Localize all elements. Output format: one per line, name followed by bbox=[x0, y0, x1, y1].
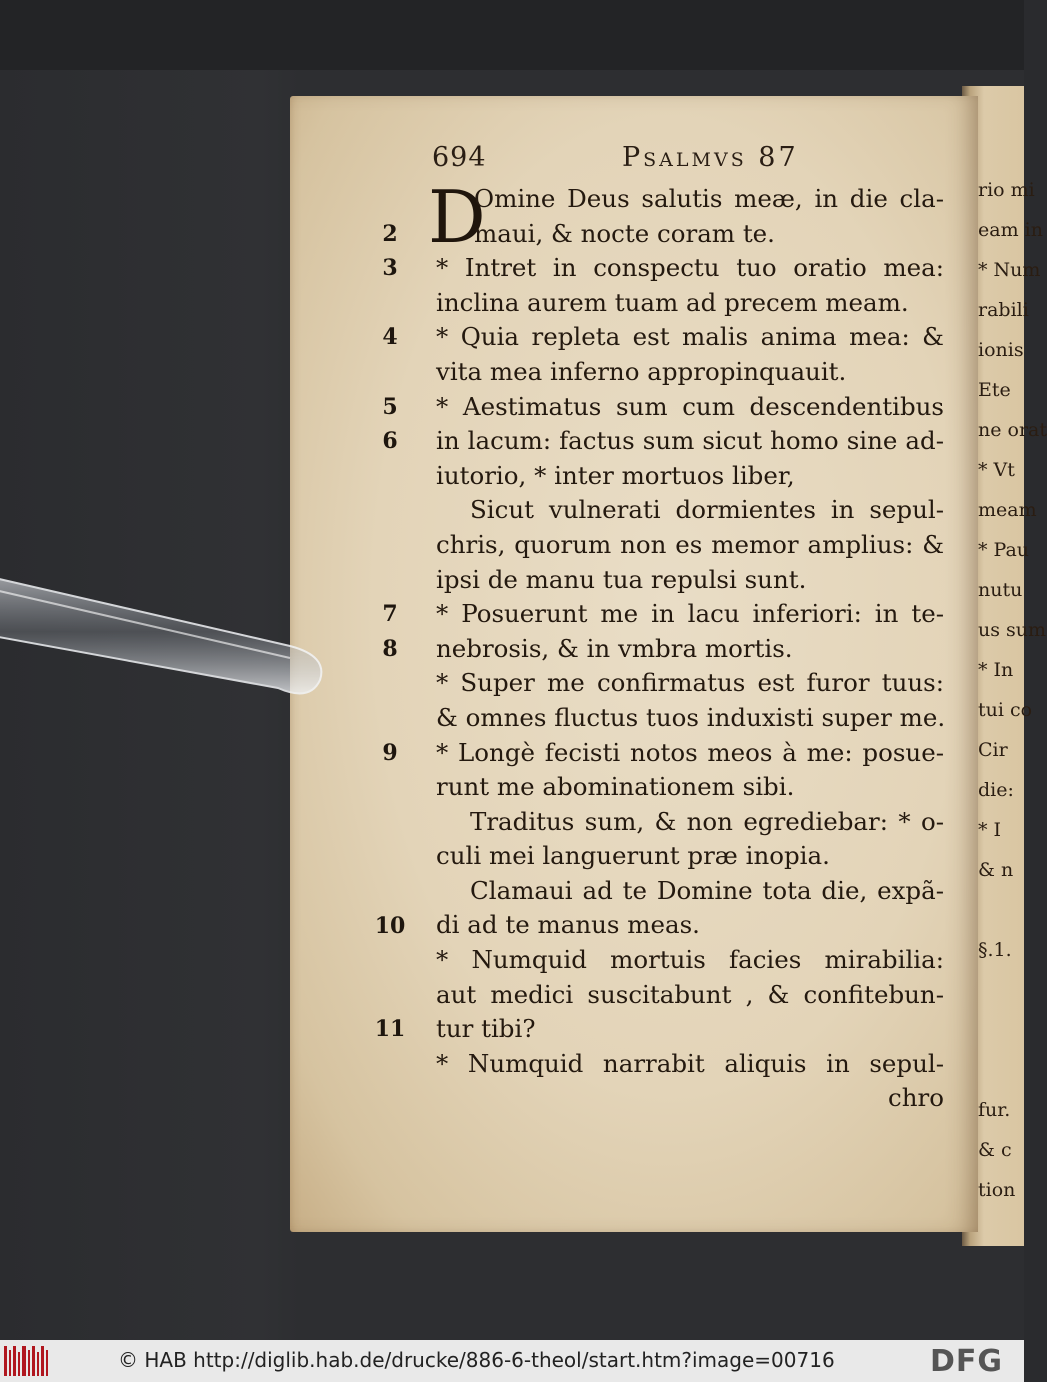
verse-number: 2 bbox=[382, 220, 398, 247]
verse-number: 8 bbox=[382, 635, 398, 662]
text-line: Clamaui ad te Domine tota die, expã- bbox=[470, 875, 944, 905]
verse-number: 3 bbox=[382, 255, 398, 282]
verse-number: 7 bbox=[382, 601, 398, 628]
hab-logo-icon bbox=[4, 1344, 48, 1378]
facing-page-line: * Pau bbox=[978, 539, 1030, 561]
text-line: Omine Deus salutis meæ, in die cla- bbox=[474, 184, 944, 213]
text-line: aut medici suscitabunt , & confitebun- bbox=[436, 979, 944, 1009]
facing-page-line bbox=[978, 890, 1024, 930]
text-line: chro bbox=[888, 1083, 944, 1113]
facing-page-line: * Vt bbox=[978, 459, 1015, 481]
text-line: maui, & nocte coram te. bbox=[474, 218, 775, 248]
verse-number: 9 bbox=[382, 739, 398, 766]
facing-page-line: ne orat bbox=[978, 419, 1047, 441]
facing-page-line bbox=[978, 1010, 1024, 1050]
glass-page-holder bbox=[0, 560, 340, 680]
text-line: ipsi de manu tua repulsi sunt. bbox=[436, 564, 807, 594]
text-line: * Posuerunt me in lacu inferiori: in te- bbox=[436, 599, 944, 629]
text-line: Sicut vulnerati dormientes in sepul- bbox=[470, 495, 944, 525]
viewer-footer bbox=[0, 1340, 1024, 1382]
text-line: in lacum: factus sum sicut homo sine ad- bbox=[436, 426, 944, 456]
facing-page-line: & n bbox=[978, 859, 1014, 881]
facing-page-line: Cir bbox=[978, 739, 1008, 761]
text-line: vita mea inferno appropinquauit. bbox=[436, 356, 847, 386]
facing-page-line: rio mi bbox=[978, 179, 1035, 201]
text-line: * Super me confirmatus est furor tuus: bbox=[436, 668, 944, 698]
dfg-logo: DFG bbox=[930, 1344, 1004, 1379]
verse-number: 4 bbox=[382, 324, 398, 351]
text-line: di ad te manus meas. bbox=[436, 910, 700, 940]
facing-page-line: tion bbox=[978, 1179, 1016, 1201]
facing-page-line: ionis bbox=[978, 339, 1024, 361]
facing-page-text bbox=[978, 170, 1047, 1201]
facing-page-line: & c bbox=[978, 1139, 1012, 1161]
verse-number: 11 bbox=[374, 1016, 406, 1043]
psalm-text bbox=[436, 182, 944, 1116]
facing-page-line: nutu bbox=[978, 579, 1023, 601]
text-line: nebrosis, & in vmbra mortis. bbox=[436, 633, 793, 663]
facing-page-line: meam bbox=[978, 499, 1037, 521]
facing-page-line bbox=[978, 1050, 1024, 1090]
facing-page-line: rabili bbox=[978, 299, 1029, 321]
text-line: & omnes fluctus tuos induxisti super me. bbox=[436, 702, 946, 732]
text-line: runt me abominationem sibi. bbox=[436, 772, 795, 802]
text-line: iutorio, * inter mortuos liber, bbox=[436, 460, 795, 490]
facing-page-line: * Num bbox=[978, 259, 1041, 281]
facing-page-line: Ete bbox=[978, 379, 1011, 401]
drop-cap: D bbox=[428, 175, 486, 259]
facing-page-line: die: bbox=[978, 779, 1014, 801]
facing-page-line: * I bbox=[978, 819, 1002, 841]
verse-number: 10 bbox=[374, 912, 406, 939]
text-line: Traditus sum, & non egrediebar: * o- bbox=[470, 806, 944, 836]
page-number: 694 bbox=[432, 142, 487, 173]
text-line: * Longè fecisti notos meos à me: posue- bbox=[436, 737, 944, 767]
facing-page-line: tui co bbox=[978, 699, 1033, 721]
text-line: * Numquid mortuis facies mirabilia: bbox=[436, 945, 944, 975]
facing-page-line: eam in bbox=[978, 219, 1043, 241]
running-title: Psalmvs 87 bbox=[622, 142, 799, 173]
text-line: chris, quorum non es memor amplius: & bbox=[436, 529, 944, 559]
text-line: culi mei languerunt præ inopia. bbox=[436, 841, 830, 871]
verse-number: 5 bbox=[382, 393, 398, 420]
text-line: * Numquid narrabit aliquis in sepul- bbox=[436, 1048, 944, 1078]
facing-page-line: fur. bbox=[978, 1099, 1011, 1121]
text-line: * Aestimatus sum cum descendentibus bbox=[436, 391, 944, 421]
facing-page-line: §.1. bbox=[978, 939, 1012, 961]
facing-page-line: us sum bbox=[978, 619, 1047, 641]
background-board bbox=[0, 0, 1024, 70]
text-line: * Intret in conspectu tuo oratio mea: bbox=[436, 253, 944, 283]
copyright-link[interactable]: © HAB http://diglib.hab.de/drucke/886-6-theol/start.htm?image=00716 bbox=[118, 1348, 835, 1372]
facing-page-line: * In bbox=[978, 659, 1014, 681]
verse-number: 6 bbox=[382, 428, 398, 455]
running-head bbox=[432, 142, 952, 178]
text-line: * Quia repleta est malis anima mea: & bbox=[436, 322, 944, 352]
text-line: tur tibi? bbox=[436, 1014, 536, 1044]
facing-page-line bbox=[978, 970, 1024, 1010]
text-line: inclina aurem tuam ad precem meam. bbox=[436, 287, 909, 317]
